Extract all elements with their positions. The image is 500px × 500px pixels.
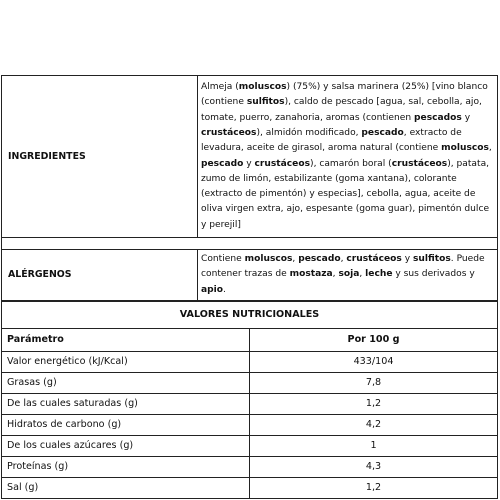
text-segment: ) (75%) y salsa marinera (25%) [vino blanco (contiene	[201, 82, 488, 108]
param-cell: De los cuales azúcares (g)	[2, 435, 250, 456]
value-cell: 4,3	[250, 456, 498, 477]
value-cell: 433/104	[250, 351, 498, 372]
text-segment: ,	[359, 269, 366, 280]
text-segment: ,	[292, 254, 299, 264]
text-segment: y	[401, 254, 414, 264]
text-segment: ), almidón modificado,	[256, 127, 362, 138]
param-column-header: Parámetro	[2, 328, 250, 351]
allergen-highlight: pescado	[361, 127, 404, 138]
text-segment: y sus derivados y	[392, 269, 475, 280]
nutrition-title-row	[2, 301, 498, 328]
text-segment: ), caldo de pescado [agua, sal, cebolla, ajo, tomate, puerro, zanahoria, aromas (contienen	[201, 97, 482, 123]
allergen-highlight: apio	[201, 284, 224, 295]
text-segment: ), camarón boral (	[310, 158, 392, 169]
allergen-highlight: moluscos	[244, 254, 293, 264]
text-segment: Contiene	[201, 254, 245, 264]
value-cell: 1	[250, 435, 498, 456]
allergen-highlight: pescado	[201, 158, 244, 169]
nutrition-title: VALORES NUTRICIONALES	[2, 301, 498, 328]
allergen-highlight: crustáceos	[346, 254, 402, 264]
allergens-row	[2, 250, 498, 301]
value-cell: 4,2	[250, 414, 498, 435]
text-segment: ,	[488, 143, 492, 154]
nutrition-table	[1, 301, 498, 499]
allergens-label: ALÉRGENOS	[2, 250, 198, 301]
allergen-highlight: moluscos	[441, 143, 489, 154]
allergen-highlight: sulfitos	[413, 254, 451, 264]
value-cell: 1,2	[250, 477, 498, 498]
table-row	[2, 435, 498, 456]
value-column-header: Por 100 g	[250, 328, 498, 351]
allergen-highlight: pescados	[414, 112, 462, 123]
param-cell: Proteínas (g)	[2, 456, 250, 477]
allergen-highlight: crustáceos	[254, 158, 311, 169]
nutrition-header-row	[2, 328, 498, 351]
param-cell: Hidratos de carbono (g)	[2, 414, 250, 435]
table-row	[2, 351, 498, 372]
value-cell: 1,2	[250, 393, 498, 414]
param-cell: Valor energético (kJ/Kcal)	[2, 351, 250, 372]
param-cell: Sal (g)	[2, 477, 250, 498]
ingredients-label: INGREDIENTES	[2, 76, 198, 238]
table-row	[2, 372, 498, 393]
param-cell: De las cuales saturadas (g)	[2, 393, 250, 414]
allergen-highlight: soja	[338, 269, 360, 280]
table-row	[2, 393, 498, 414]
table-row	[2, 477, 498, 498]
text-segment: ,	[332, 269, 339, 280]
text-segment: y	[461, 112, 471, 123]
text-segment: , extracto de levadura, aceite de girasol, aroma natural (contiene	[201, 127, 462, 154]
allergen-highlight: moluscos	[238, 82, 287, 93]
table-row	[2, 414, 498, 435]
text-segment: Almeja (	[201, 82, 239, 93]
ingredients-text	[198, 76, 498, 238]
text-segment: y	[243, 158, 255, 169]
allergen-highlight: crustáceos	[201, 127, 257, 138]
value-cell: 7,8	[250, 372, 498, 393]
allergen-highlight: sulfitos	[246, 97, 285, 108]
param-cell: Grasas (g)	[2, 372, 250, 393]
allergen-highlight: pescado	[298, 254, 341, 264]
text-segment: . Puede contener trazas de	[201, 254, 485, 280]
ingredients-row	[2, 76, 498, 238]
allergen-highlight: crustáceos	[391, 158, 448, 169]
allergen-highlight: leche	[365, 269, 393, 280]
spacer-row	[2, 238, 498, 250]
ingredients-table	[1, 75, 498, 301]
product-info-sheet	[1, 75, 497, 499]
allergens-text	[198, 250, 498, 301]
text-segment: ,	[340, 254, 347, 264]
allergen-highlight: mostaza	[289, 269, 333, 280]
table-row	[2, 456, 498, 477]
text-segment: .	[223, 284, 226, 295]
text-segment: ), patata, zumo de limón, estabilizante (goma xantana), colorante (extracto de pimentón) y especias], cebolla, agua, aceite de oliva virgen extra, ajo, espesante (goma guar), pimentón dulce y perejil]	[201, 158, 490, 230]
